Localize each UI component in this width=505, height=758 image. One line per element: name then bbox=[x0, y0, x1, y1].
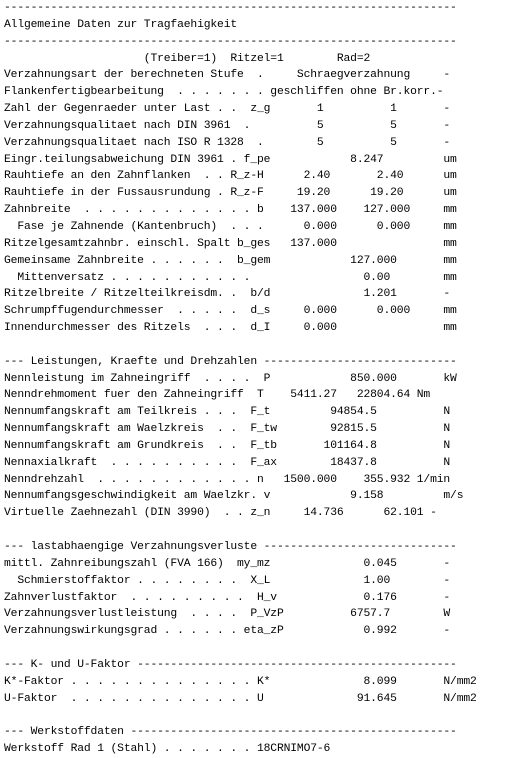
report-row: Schmierstoffaktor . . . . . . . . X_L 1.00 - bbox=[4, 574, 451, 587]
report-row: Zahl der Gegenraeder unter Last . . z_g 1 1 - bbox=[4, 103, 451, 116]
report-row: U-Faktor . . . . . . . . . . . . . . U 91.645 N/mm2 bbox=[4, 692, 477, 705]
separator-line: -------------------------------------------------------------------- bbox=[4, 2, 457, 14]
report-row: Nennumfangskraft am Waelzkreis . . F_tw 92815.5 N bbox=[4, 423, 451, 436]
report-row: Zahnbreite . . . . . . . . . . . . . b 137.000 127.000 mm bbox=[4, 204, 457, 217]
report-row: Ritzelgesamtzahnbr. einschl. Spalt b_ges 137.000 mm bbox=[4, 237, 457, 250]
report-row: Rauhtiefe an den Zahnflanken . . R_z-H 2.40 2.40 um bbox=[4, 170, 457, 183]
report-row: Nennumfangskraft am Grundkreis . . F_tb 101164.8 N bbox=[4, 439, 451, 452]
section-header: --- lastabhaengige Verzahnungsverluste ----------------------------- bbox=[4, 541, 457, 553]
report-row: Eingr.teilungsabweichung DIN 3961 . f_pe 8.247 um bbox=[4, 153, 457, 166]
report-row: Nennaxialkraft . . . . . . . . . . F_ax 18437.8 N bbox=[4, 456, 451, 469]
report-row: Rauhtiefe in der Fussausrundung . R_z-F 19.20 19.20 um bbox=[4, 187, 457, 200]
report-row: Zahnverlustfaktor . . . . . . . . . H_v 0.176 - bbox=[4, 591, 451, 604]
report-row: Virtuelle Zaehnezahl (DIN 3990) . . z_n 14.736 62.101 - bbox=[4, 507, 437, 520]
report-row: mittl. Zahnreibungszahl (FVA 166) my_mz 0.045 - bbox=[4, 557, 451, 570]
column-header: (Treiber=1) Ritzel=1 Rad=2 bbox=[4, 52, 371, 65]
report-row: Schrumpffugendurchmesser . . . . . d_s 0.000 0.000 mm bbox=[4, 305, 457, 318]
blank-line bbox=[4, 522, 505, 539]
report-row: K*-Faktor . . . . . . . . . . . . . . K* 8.099 N/mm2 bbox=[4, 675, 477, 688]
separator-line: -------------------------------------------------------------------- bbox=[4, 35, 457, 48]
blank-line bbox=[4, 707, 505, 724]
report-row: Verzahnungswirkungsgrad . . . . . . eta_zP 0.992 - bbox=[4, 625, 451, 638]
blank-line bbox=[4, 337, 505, 354]
report-row: Gemeinsame Zahnbreite . . . . . . b_gem 127.000 mm bbox=[4, 254, 457, 267]
report-row: Fase je Zahnende (Kantenbruch) . . . 0.000 0.000 mm bbox=[4, 220, 457, 233]
report-row: Nenndrehzahl . . . . . . . . . . . . n 1500.000 355.932 1/min bbox=[4, 473, 451, 486]
report-row: Innendurchmesser des Ritzels . . . d_I 0.000 mm bbox=[4, 322, 457, 335]
report-row: Mittenversatz . . . . . . . . . . . 0.00 mm bbox=[4, 271, 457, 284]
section-header: --- K- und U-Faktor ------------------------------------------------ bbox=[4, 658, 457, 671]
report-row: Nenndrehmoment fuer den Zahneingriff T 5411.27 22804.64 Nm bbox=[4, 389, 431, 402]
report-row: Verzahnungsverlustleistung . . . . P_VzP 6757.7 W bbox=[4, 608, 451, 621]
section-header: --- Leistungen, Kraefte und Drehzahlen ----------------------------- bbox=[4, 355, 457, 368]
report-row: Werkstoff Rad 1 (Stahl) . . . . . . . 18CRNIMO7-6 bbox=[4, 743, 331, 756]
report-row: Nennumfangskraft am Teilkreis . . . F_t 94854.5 N bbox=[4, 406, 451, 419]
report-row: Flankenfertigbearbeitung . . . . . . . geschliffen ohne Br.korr.- bbox=[4, 86, 444, 99]
section-header: --- Werkstoffdaten ------------------------------------------------- bbox=[4, 726, 457, 739]
report-row: Verzahnungsqualitaet nach ISO R 1328 . 5 5 - bbox=[4, 136, 451, 149]
report-row: Nennleistung im Zahneingriff . . . . P 850.000 kW bbox=[4, 372, 457, 385]
report-row: Verzahnungsqualitaet nach DIN 3961 . 5 5 - bbox=[4, 119, 451, 132]
section-title: Allgemeine Daten zur Tragfaehigkeit bbox=[4, 18, 238, 31]
report-row: Nennumfangsgeschwindigkeit am Waelzkr. v 9.158 m/s bbox=[4, 490, 464, 503]
blank-line bbox=[4, 640, 505, 657]
report-row: Ritzelbreite / Ritzelteilkreisdm. . b/d 1.201 - bbox=[4, 288, 451, 301]
report-row: Verzahnungsart der berechneten Stufe . Schraegverzahnung - bbox=[4, 69, 451, 82]
